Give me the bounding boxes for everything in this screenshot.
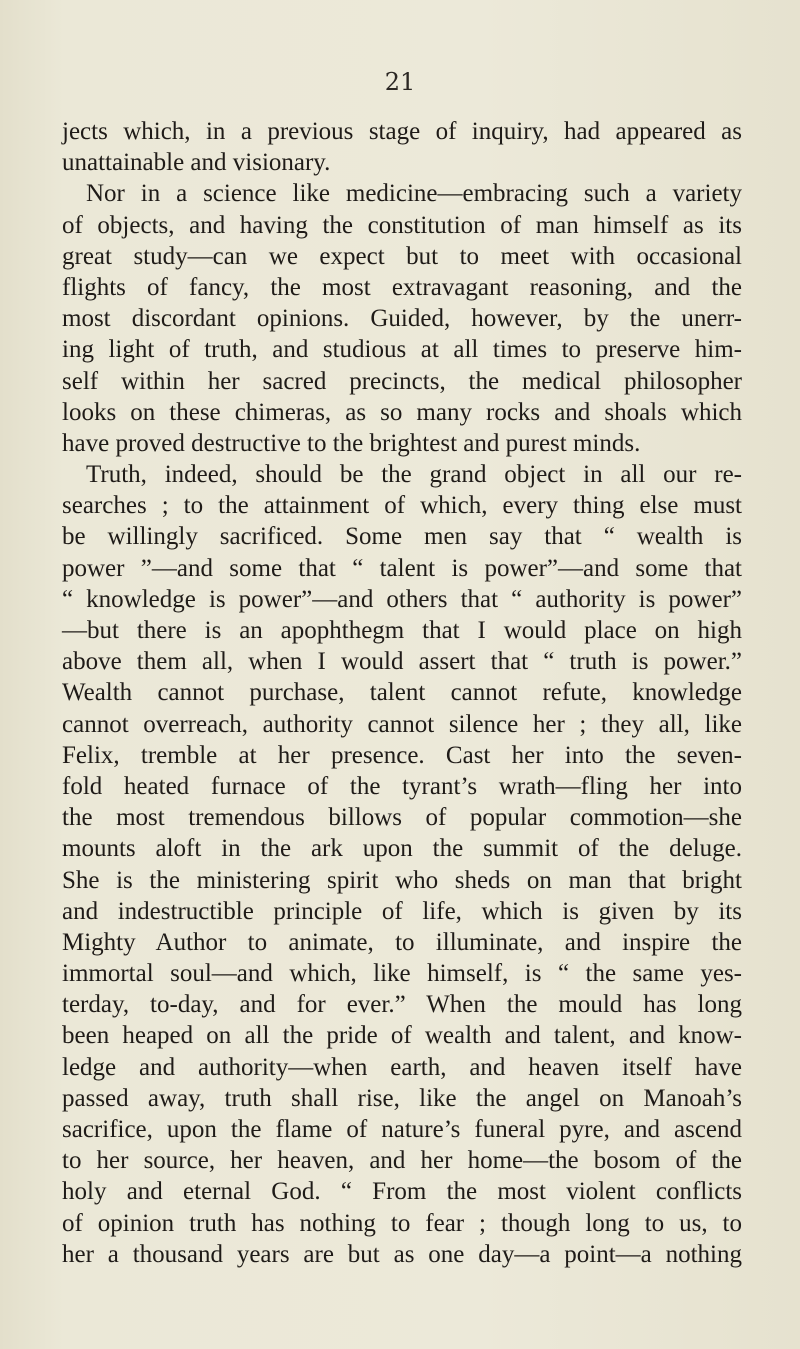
text-line: most discordant opinions. Guided, however, by the unerr- [62,305,742,333]
paragraph-start-line: Nor in a science like medicine—embracing such a variety [86,180,742,208]
text-line: and indestructible principle of life, which is given by its [62,897,742,925]
text-line: to her source, her heaven, and her home—the bosom of the [62,1147,742,1175]
text-line: She is the ministering spirit who sheds on man that bright [62,866,742,894]
text-line: mounts aloft in the ark upon the summit of the deluge. [62,835,742,863]
text-line: power ”—and some that “ talent is power”—and some that [62,554,742,582]
text-line: passed away, truth shall rise, like the angel on Manoah’s [62,1084,742,1112]
text-line: self within her sacred precincts, the medical philosopher [62,367,742,395]
text-line: cannot overreach, authority cannot silence her ; they all, like [62,710,742,738]
text-line: great study—can we expect but to meet with occasional [62,242,742,270]
text-line: of opinion truth has nothing to fear ; though long to us, to [62,1209,742,1237]
text-line: above them all, when I would assert that “ truth is power.” [62,648,742,676]
text-line: been heaped on all the pride of wealth and talent, and know- [62,1022,742,1050]
text-line: “ knowledge is power”—and others that “ authority is power” [62,585,742,613]
text-line: have proved destructive to the brightest and purest minds. [62,429,641,457]
text-line: ing light of truth, and studious at all times to preserve him- [62,336,742,364]
text-line: unattainable and visionary. [62,149,331,177]
text-line: be willingly sacrificed. Some men say that “ wealth is [62,523,742,551]
text-line: jects which, in a previous stage of inquiry, had appeared as [62,118,742,145]
paragraph-start-line: Truth, indeed, should be the grand object in all our re- [86,461,742,489]
text-line: sacrifice, upon the flame of nature’s funeral pyre, and ascend [62,1116,742,1143]
text-line: terday, to-day, and for ever.” When the mould has long [62,991,742,1019]
text-line: Wealth cannot purchase, talent cannot refute, knowledge [62,679,742,707]
text-line: searches ; to the attainment of which, every thing else must [62,492,742,520]
text-line: flights of fancy, the most extravagant reasoning, and the [62,273,742,301]
text-line: Mighty Author to animate, to illuminate, and inspire the [62,928,742,956]
text-line: ledge and authority—when earth, and heaven itself have [62,1053,742,1081]
text-line: the most tremendous billows of popular commotion—she [62,804,742,832]
body-text [62,116,742,1270]
text-line: her a thousand years are but as one day—a point—a nothing [62,1240,742,1268]
text-line: —but there is an apophthegm that I would place on high [62,617,742,644]
text-line: immortal soul—and which, like himself, is “ the same yes- [62,960,742,988]
page-number: 21 [384,68,416,96]
text-line: looks on these chimeras, as so many rocks and shoals which [62,398,742,426]
text-line: Felix, tremble at her presence. Cast her into the seven- [62,741,742,769]
text-line: of objects, and having the constitution of man himself as its [62,211,742,239]
text-line: holy and eternal God. “ From the most violent conflicts [62,1178,742,1206]
text-line: fold heated furnace of the tyrant’s wrath—fling her into [62,772,742,800]
